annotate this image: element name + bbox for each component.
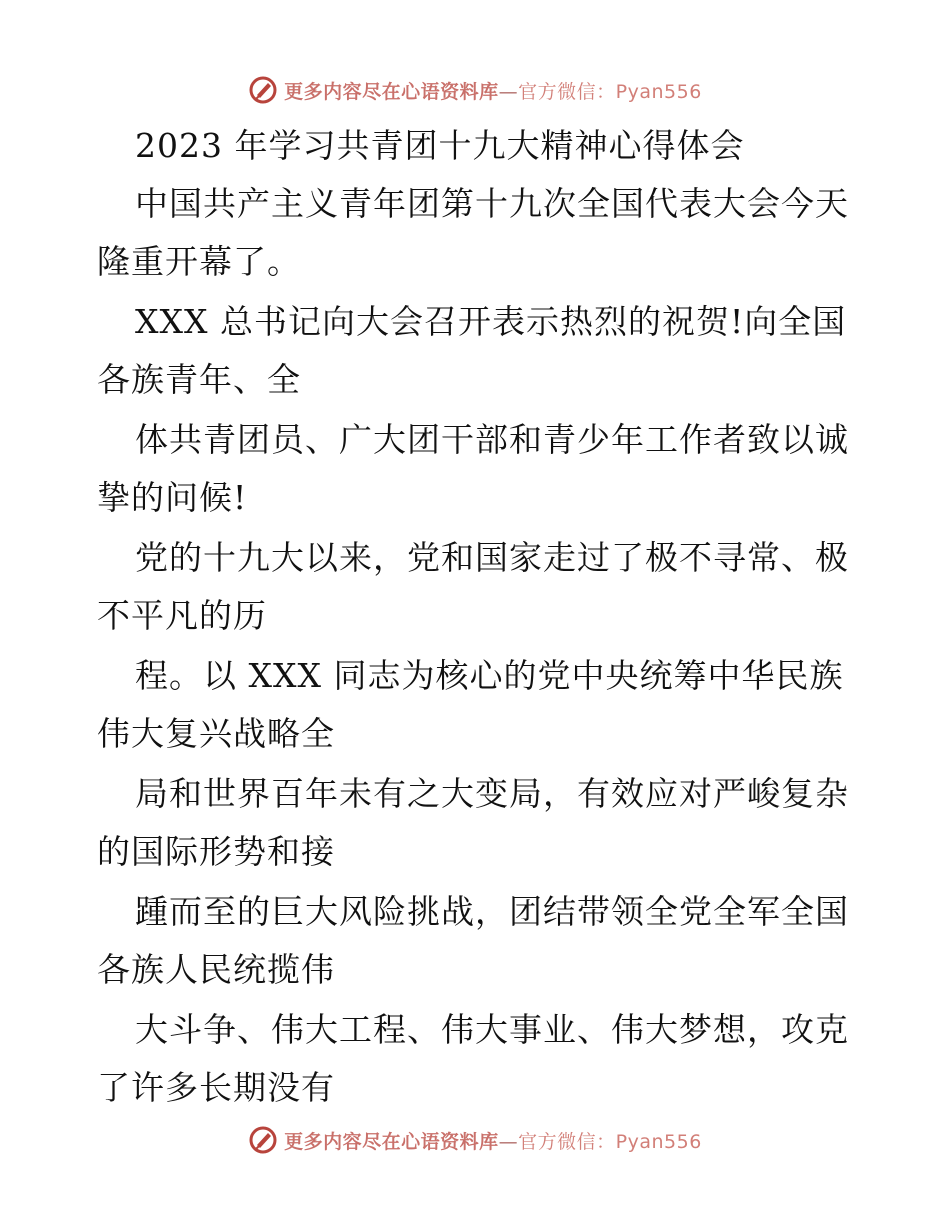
paragraph-line: 了许多长期没有 — [97, 1068, 335, 1107]
paragraph-line: 程。以 XXX 同志为核心的党中央统筹中华民族 — [135, 656, 844, 695]
paragraph-line: 中国共产主义青年团第十九次全国代表大会今天 — [135, 184, 849, 223]
paragraph-line: 各族人民统揽伟 — [97, 950, 335, 989]
paragraph-line: 不平凡的历 — [97, 596, 267, 635]
paragraph-line: 挚的问候! — [97, 478, 248, 517]
brand-logo-icon — [248, 75, 278, 105]
header-banner-title: 更多内容尽在心语资料库 — [284, 80, 499, 103]
footer-banner-wechat: 官方微信：Pyan556 — [518, 1130, 702, 1153]
paragraph-line: 局和世界百年未有之大变局，有效应对严峻复杂 — [135, 774, 849, 813]
paragraph-line: 的国际形势和接 — [97, 832, 335, 871]
paragraph-line: 大斗争、伟大工程、伟大事业、伟大梦想，攻克 — [135, 1010, 849, 1049]
footer-banner-separator: — — [498, 1130, 519, 1153]
header-banner-wechat: 官方微信：Pyan556 — [518, 80, 702, 103]
paragraph-line: 各族青年、全 — [97, 360, 301, 399]
paragraph-line: 党的十九大以来，党和国家走过了极不寻常、极 — [135, 538, 849, 577]
paragraph-line: XXX 总书记向大会召开表示热烈的祝贺!向全国 — [135, 302, 847, 341]
brand-logo-icon — [248, 1125, 278, 1155]
paragraph-line: 伟大复兴战略全 — [97, 714, 335, 753]
header-banner — [0, 70, 950, 110]
footer-banner-title: 更多内容尽在心语资料库 — [284, 1130, 499, 1153]
paragraph-line: 隆重开幕了。 — [97, 242, 301, 281]
header-banner-text — [284, 77, 702, 104]
header-banner-separator: — — [498, 80, 519, 103]
paragraph-line: 体共青团员、广大团干部和青少年工作者致以诚 — [135, 420, 849, 459]
footer-banner — [0, 1120, 950, 1160]
document-title: 2023 年学习共青团十九大精神心得体会 — [135, 126, 745, 165]
paragraph-line: 踵而至的巨大风险挑战，团结带领全党全军全国 — [135, 892, 849, 931]
footer-banner-text — [284, 1127, 702, 1154]
